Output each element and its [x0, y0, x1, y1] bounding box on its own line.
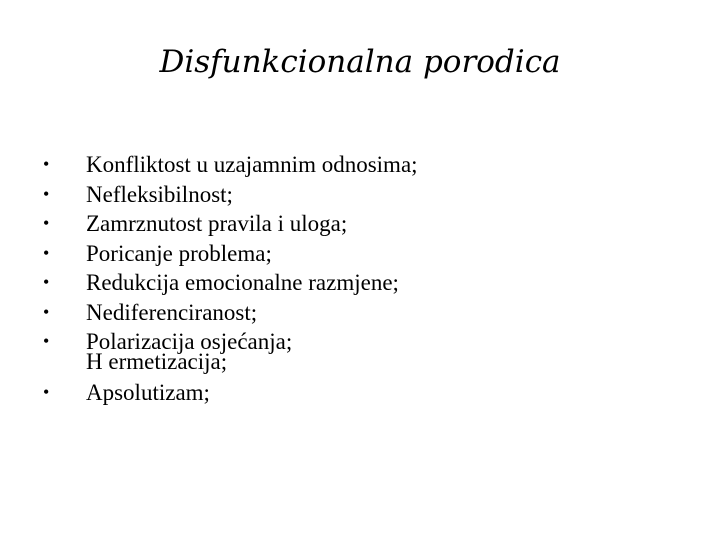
- list-item: [0, 239, 720, 269]
- list-item: [0, 298, 720, 328]
- list-item-text: Apsolutizam;: [86, 379, 210, 405]
- list-item-text: H ermetizacija;: [86, 348, 228, 374]
- list-item-text: Poricanje problema;: [86, 240, 272, 266]
- list-item-text: Zamrznutost pravila i uloga;: [86, 211, 348, 236]
- bullet-icon: •: [43, 301, 50, 322]
- slide-title: Disfunkcionalna porodica: [159, 44, 561, 80]
- list-item-continuation: [0, 348, 720, 378]
- bullet-list: [0, 150, 720, 407]
- bullet-icon: •: [43, 183, 50, 204]
- bullet-icon: •: [43, 154, 50, 174]
- list-item-text: Polarizacija osjećanja;: [86, 329, 293, 354]
- list-item: [0, 150, 720, 180]
- list-item: [0, 268, 720, 298]
- bullet-icon: •: [43, 381, 50, 402]
- list-item: [0, 180, 720, 210]
- list-item-text: Nefleksibilnost;: [86, 181, 233, 207]
- bullet-icon: •: [43, 331, 50, 351]
- bullet-icon: •: [43, 272, 50, 292]
- bullet-icon: •: [43, 213, 50, 233]
- list-item-text: Redukcija emocionalne razmjene;: [86, 270, 399, 295]
- list-item: [0, 209, 720, 239]
- list-item-text: Konfliktost u uzajamnim odnosima;: [86, 152, 418, 177]
- list-item: [0, 378, 720, 408]
- list-item-text: Nediferenciranost;: [86, 299, 258, 325]
- bullet-icon: •: [43, 242, 50, 263]
